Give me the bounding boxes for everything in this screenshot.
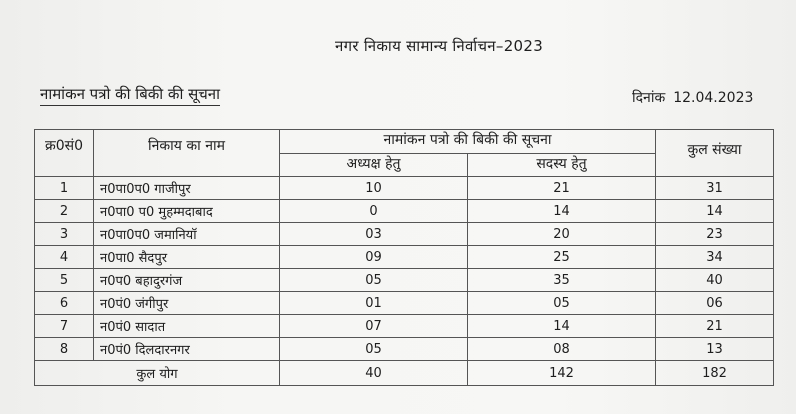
header-adhyaksh: अध्यक्ष हेतु	[280, 154, 468, 177]
cell-sno: 3	[35, 223, 94, 246]
cell-adhyaksh: 03	[280, 223, 468, 246]
total-total: 182	[656, 361, 774, 386]
cell-name: न0पा0प0 गाजीपुर	[94, 177, 280, 200]
header-group: नामांकन पत्रो की बिकी की सूचना	[280, 130, 656, 154]
header-sno: क्र0सं0	[35, 130, 94, 177]
cell-adhyaksh: 10	[280, 177, 468, 200]
cell-sno: 6	[35, 292, 94, 315]
table-row	[35, 223, 774, 246]
cell-sno: 2	[35, 200, 94, 223]
cell-sno: 4	[35, 246, 94, 269]
cell-name: न0प0 बहादुरगंज	[94, 269, 280, 292]
header-name: निकाय का नाम	[94, 130, 280, 177]
table-row	[35, 200, 774, 223]
total-row	[35, 361, 774, 386]
total-label: कुल योग	[35, 361, 280, 386]
cell-sno: 7	[35, 315, 94, 338]
cell-sadasya: 25	[468, 246, 656, 269]
table-row	[35, 338, 774, 361]
cell-sadasya: 21	[468, 177, 656, 200]
cell-adhyaksh: 05	[280, 338, 468, 361]
cell-sadasya: 08	[468, 338, 656, 361]
cell-adhyaksh: 09	[280, 246, 468, 269]
header-total: कुल संख्या	[656, 130, 774, 177]
cell-name: न0पं0 सादात	[94, 315, 280, 338]
cell-sadasya: 14	[468, 315, 656, 338]
table-row	[35, 292, 774, 315]
cell-total: 40	[656, 269, 774, 292]
cell-total: 34	[656, 246, 774, 269]
cell-name: न0पं0 दिलदारनगर	[94, 338, 280, 361]
cell-adhyaksh: 05	[280, 269, 468, 292]
cell-total: 14	[656, 200, 774, 223]
cell-adhyaksh: 01	[280, 292, 468, 315]
table-row	[35, 269, 774, 292]
cell-sno: 5	[35, 269, 94, 292]
table-row	[35, 246, 774, 269]
document-heading: नगर निकाय सामान्य निर्वाचन–2023	[335, 37, 544, 55]
cell-total: 13	[656, 338, 774, 361]
cell-sno: 1	[35, 177, 94, 200]
cell-total: 06	[656, 292, 774, 315]
nomination-sales-table	[34, 129, 774, 386]
document-date	[632, 88, 753, 107]
cell-sno: 8	[35, 338, 94, 361]
date-label: दिनांक	[632, 90, 666, 106]
cell-name: न0पं0 जंगीपुर	[94, 292, 280, 315]
date-value: 12.04.2023	[673, 90, 754, 106]
cell-total: 31	[656, 177, 774, 200]
cell-total: 21	[656, 315, 774, 338]
cell-sadasya: 35	[468, 269, 656, 292]
cell-sadasya: 20	[468, 223, 656, 246]
cell-adhyaksh: 07	[280, 315, 468, 338]
header-sadasya: सदस्य हेतु	[468, 154, 656, 177]
total-adhyaksh: 40	[280, 361, 468, 386]
document-subject: नामांकन पत्रो की बिकी की सूचना	[40, 84, 220, 106]
cell-name: न0पा0प0 जमानियॉ	[94, 223, 280, 246]
cell-name: न0पा0 प0 मुहम्मदाबाद	[94, 200, 280, 223]
cell-sadasya: 14	[468, 200, 656, 223]
cell-sadasya: 05	[468, 292, 656, 315]
total-sadasya: 142	[468, 361, 656, 386]
cell-name: न0पा0 सैदपुर	[94, 246, 280, 269]
table-row	[35, 315, 774, 338]
cell-adhyaksh: 0	[280, 200, 468, 223]
table-row	[35, 177, 774, 200]
cell-total: 23	[656, 223, 774, 246]
